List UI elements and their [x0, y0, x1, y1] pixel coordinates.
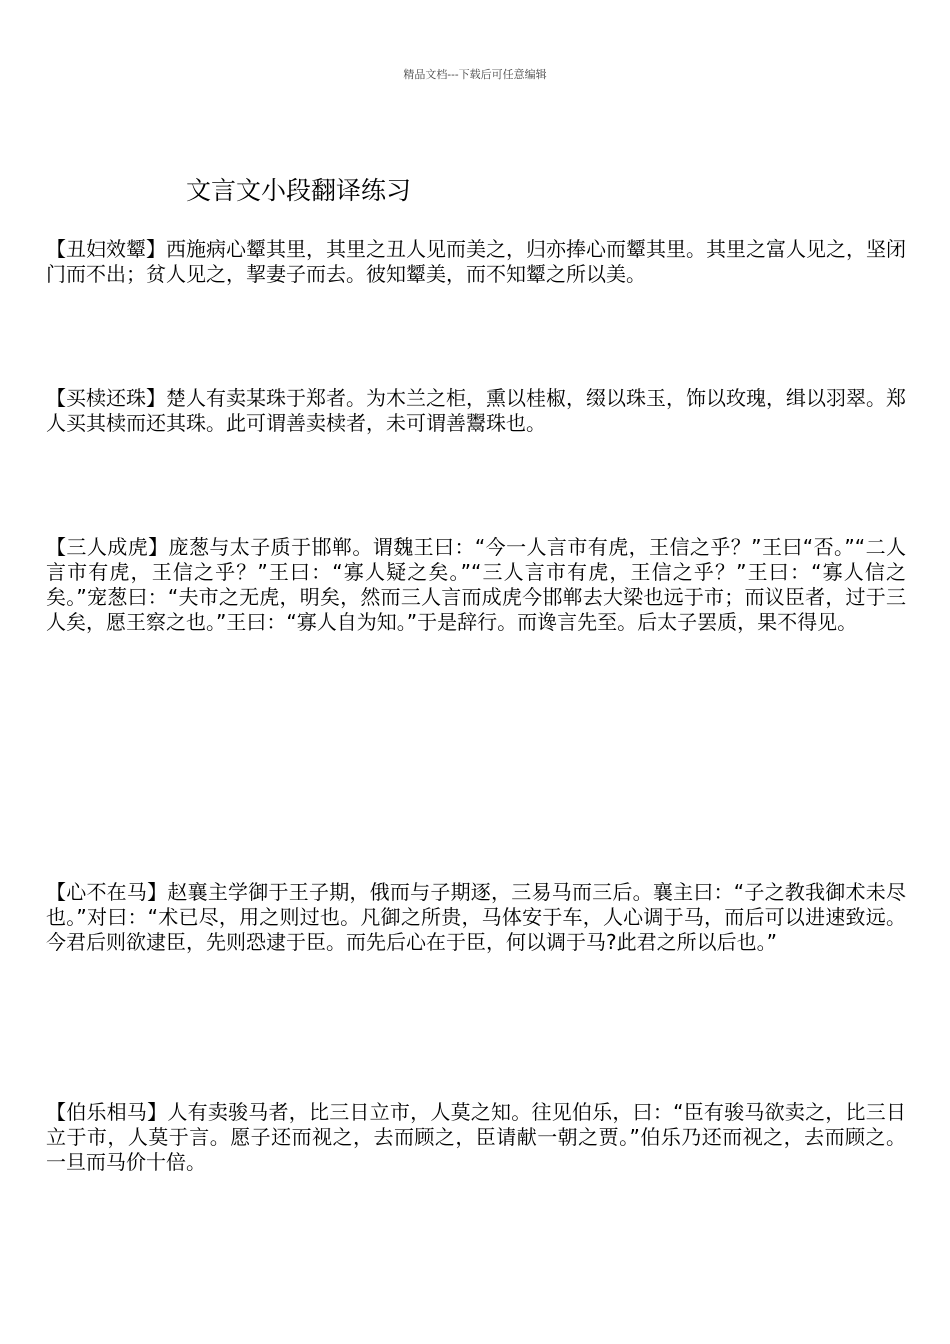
passage-maidu-huanzhu: 【买椟还珠】楚人有卖某珠于郑者。为木兰之柜，熏以桂椒，缀以珠玉，饰以玫瑰，缉以羽翠。郑人买其椟而还其珠。此可谓善卖椟者，未可谓善鬻珠也。 — [46, 386, 906, 435]
passage-bole-xiangma: 【伯乐相马】人有卖骏马者，比三日立市，人莫之知。往见伯乐，曰：“臣有骏马欲卖之，比三日立于市，人莫于言。愿子还而视之，去而顾之，臣请献一朝之贾。”伯乐乃还而视之，去而顾之。一旦而马价十倍。 — [46, 1100, 906, 1174]
passage-choufu-xiaopin: 【丑妇效颦】西施病心颦其里，其里之丑人见而美之，归亦捧心而颦其里。其里之富人见之，坚闭门而不出；贫人见之，挈妻子而去。彼知颦美，而不知颦之所以美。 — [46, 237, 906, 286]
passage-sanren-chenghu: 【三人成虎】庞葱与太子质于邯郸。谓魏王曰：“今一人言市有虎，王信之乎？”王曰“否。”“二人言市有虎，王信之乎？”王曰：“寡人疑之矣。”“三人言市有虎，王信之乎？”王曰：“寡人信之矣。”宠葱曰：“夫市之无虎，明矣，然而三人言而成虎今邯郸去大梁也远于市；而议臣者，过于三人矣，愿王察之也。”王曰：“寡人自为知。”于是辞行。而谗言先至。后太子罢质，果不得见。 — [46, 535, 906, 634]
document-title: 文言文小段翻译练习 — [186, 176, 412, 205]
passage-xin-buzai-ma: 【心不在马】赵襄主学御于王子期，俄而与子期逐，三易马而三后。襄主曰：“子之教我御术未尽也。”对曰：“术已尽，用之则过也。凡御之所贵，马体安于车，人心调于马，而后可以进速致远。今君后则欲逮臣，先则恐逮于臣。而先后心在于臣，何以调于马?此君之所以后也。” — [46, 880, 906, 954]
page-header: 精品文档---下载后可任意编辑 — [403, 68, 547, 81]
